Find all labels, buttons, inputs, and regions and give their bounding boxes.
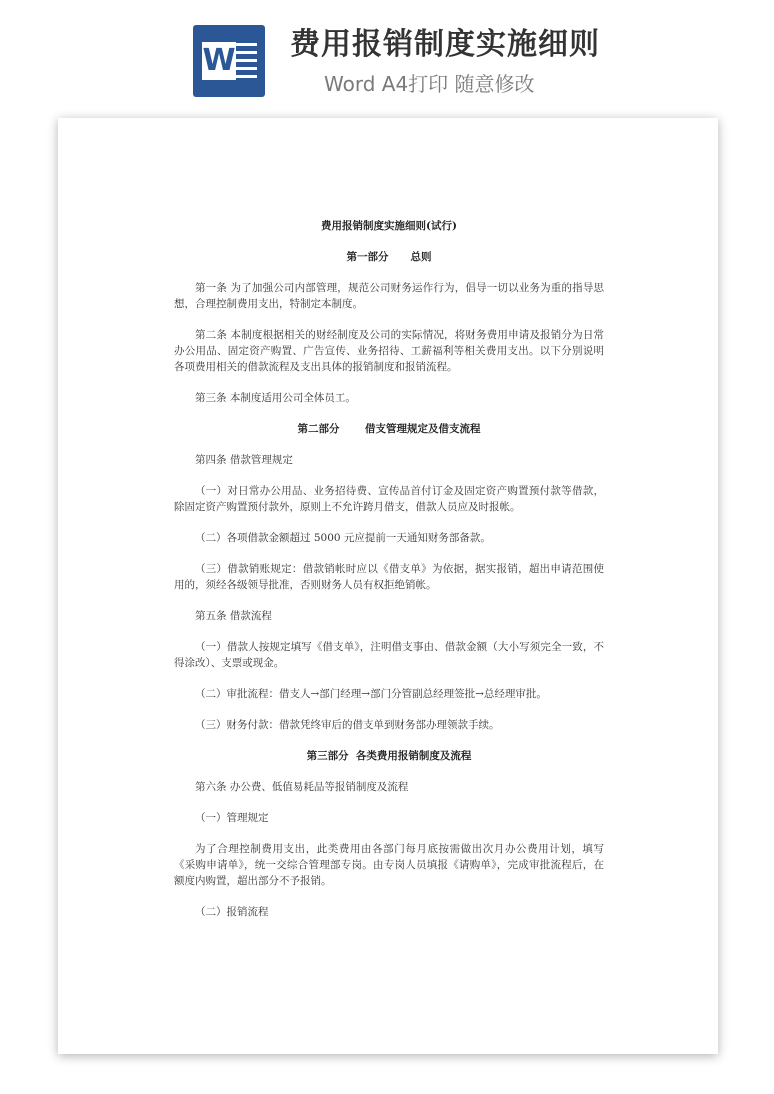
- document-page: [58, 118, 718, 1054]
- banner: [0, 0, 774, 110]
- banner-title: 费用报销制度实施细则: [290, 27, 600, 62]
- article-4: 第四条 借款管理规定: [195, 454, 293, 466]
- article-5-item-2: （二）审批流程：借支人→部门经理→部门分管副总经理签批→总经理审批。: [195, 688, 547, 700]
- article-1: 第一条 为了加强公司内部管理，规范公司财务运作行为，倡导一切以业务为重的指导思想，合理控制费用支出，特制定本制度。: [174, 282, 604, 310]
- part2-heading: 第二部分 借支管理规定及借支流程: [297, 423, 481, 435]
- logo-letter: W: [202, 43, 236, 78]
- article-6-item-1-body: 为了合理控制费用支出，此类费用由各部门每月底按需做出次月办公费用计划，填写《采购申请单》，统一交综合管理部专岗。由专岗人员填报《请购单》，完成审批流程后，在额度内购置，超出部分不予报销。: [174, 843, 604, 887]
- article-6-item-2: （二）报销流程: [195, 906, 269, 918]
- part1-heading: 第一部分 总则: [346, 251, 432, 263]
- article-6: 第六条 办公费、低值易耗品等报销制度及流程: [195, 781, 409, 793]
- article-5-item-3: （三）财务付款：借款凭终审后的借支单到财务部办理领款手续。: [195, 719, 500, 731]
- article-2: 第二条 本制度根据相关的财经制度及公司的实际情况，将财务费用申请及报销分为日常办公用品、固定资产购置、广告宣传、业务招待、工薪福利等相关费用支出。以下分别说明各项费用相关的借款流程及支出具体的报销制度和报销流程。: [174, 329, 604, 373]
- banner-subtitle: Word A4打印 随意修改: [324, 72, 535, 96]
- article-4-item-1: （一）对日常办公用品、业务招待费、宣传品首付订金及固定资产购置预付款等借款，除固定资产购置预付款外，原则上不允许跨月借支，借款人员应及时报帐。: [174, 485, 604, 513]
- article-3: 第三条 本制度适用公司全体员工。: [195, 392, 356, 404]
- article-5-item-1: （一）借款人按规定填写《借支单》，注明借支事由、借款金额（大小写须完全一致，不得涂改）、支票或现金。: [174, 641, 604, 669]
- article-5: 第五条 借款流程: [195, 610, 272, 622]
- part3-heading: 第三部分 各类费用报销制度及流程: [306, 750, 472, 762]
- article-4-item-3: （三）借款销账规定：借款销帐时应以《借支单》为依据，据实报销，超出申请范围使用的，须经各级领导批准，否则财务人员有权拒绝销帐。: [174, 563, 604, 591]
- document-title: 费用报销制度实施细则(试行): [321, 220, 457, 232]
- article-6-item-1: （一）管理规定: [195, 812, 269, 824]
- document-content: [174, 218, 604, 935]
- article-4-item-2: （二）各项借款金额超过 5000 元应提前一天通知财务部备款。: [195, 532, 491, 544]
- word-logo-icon: [193, 25, 265, 97]
- logo-lines: [235, 43, 257, 83]
